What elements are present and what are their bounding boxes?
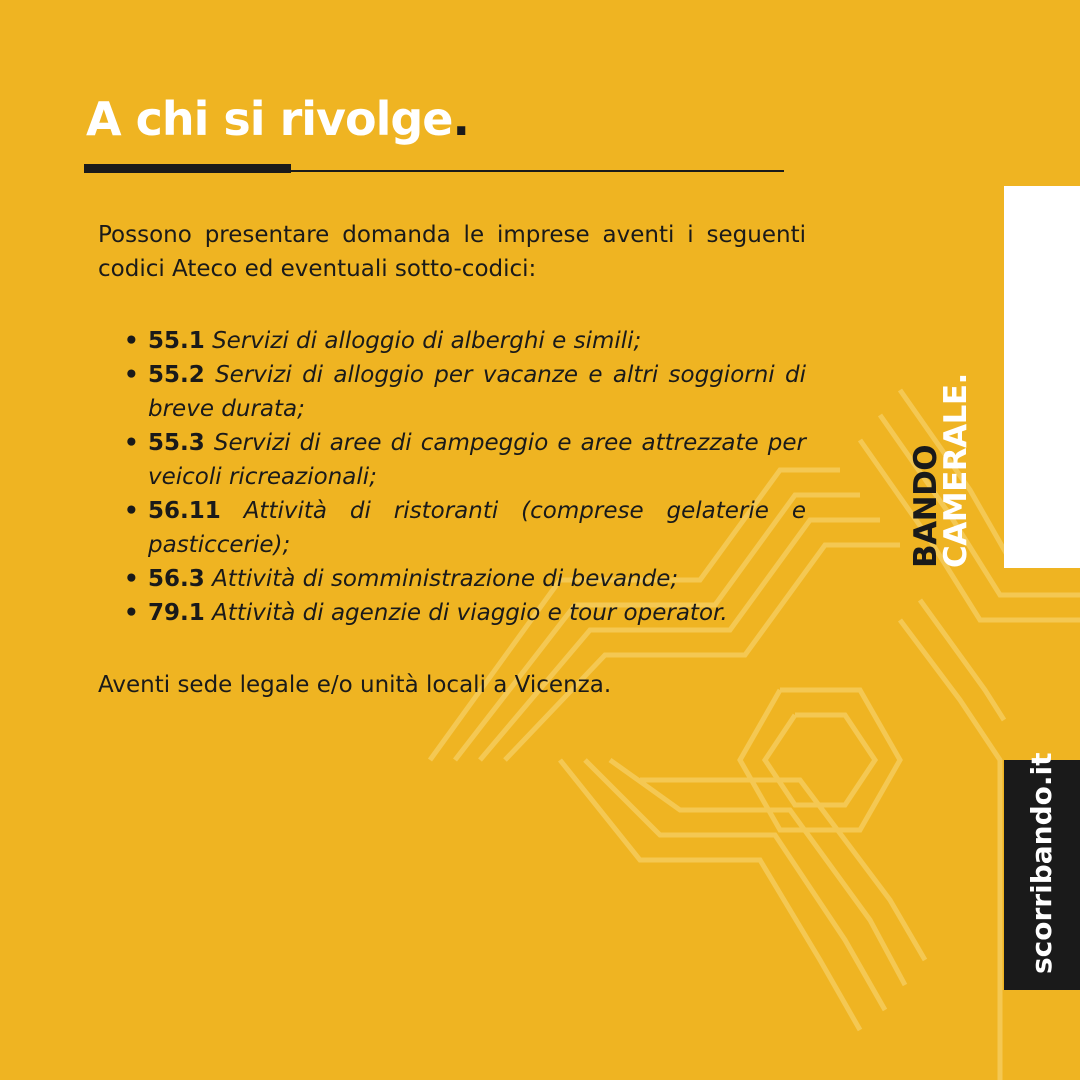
list-item	[124, 494, 806, 562]
list-item	[124, 596, 806, 630]
website-label: scorribando.it	[1025, 752, 1058, 974]
page-title-dot: .	[452, 92, 469, 146]
bando-label: BANDO	[908, 444, 944, 568]
outro-text: Aventi sede legale e/o unità locali a Vicenza.	[98, 672, 612, 698]
bullet-icon: •	[124, 566, 139, 592]
bullet-icon: •	[124, 498, 139, 524]
bullet-icon: •	[124, 328, 139, 354]
list-item	[124, 562, 806, 596]
ateco-description: Attività di ristoranti (comprese gelaterie e pasticcerie);	[148, 498, 806, 558]
ateco-description: Servizi di alloggio di alberghi e simili;	[212, 328, 642, 354]
ateco-description: Attività di agenzie di viaggio e tour operator.	[212, 600, 728, 626]
ateco-code: 56.11	[148, 498, 221, 524]
ateco-code: 55.3	[148, 430, 205, 456]
list-item	[124, 324, 806, 358]
intro-text: Possono presentare domanda le imprese aventi i seguenti codici Ateco ed eventuali sotto-codici:	[98, 222, 806, 282]
ateco-code: 55.2	[148, 362, 205, 388]
ateco-description: Servizi di alloggio per vacanze e altri soggiorni di breve durata;	[148, 362, 806, 422]
bullet-icon: •	[124, 430, 139, 456]
ateco-code: 56.3	[148, 566, 205, 592]
side-panel-white	[1004, 186, 1080, 568]
ateco-description: Servizi di aree di campeggio e aree attrezzate per veicoli ricreazionali;	[148, 430, 806, 490]
title-underline-accent	[84, 164, 291, 173]
main-content	[98, 218, 806, 702]
page-title	[86, 92, 469, 146]
ateco-code: 79.1	[148, 600, 205, 626]
page-title-text: A chi si rivolge	[86, 92, 453, 146]
ateco-code-list	[98, 324, 806, 630]
ateco-description: Attività di somministrazione di bevande;	[212, 566, 679, 592]
bullet-icon: •	[124, 600, 139, 626]
list-item	[124, 358, 806, 426]
ateco-code: 55.1	[148, 328, 205, 354]
bullet-icon: •	[124, 362, 139, 388]
camerale-label: CAMERALE.	[938, 373, 974, 568]
list-item	[124, 426, 806, 494]
